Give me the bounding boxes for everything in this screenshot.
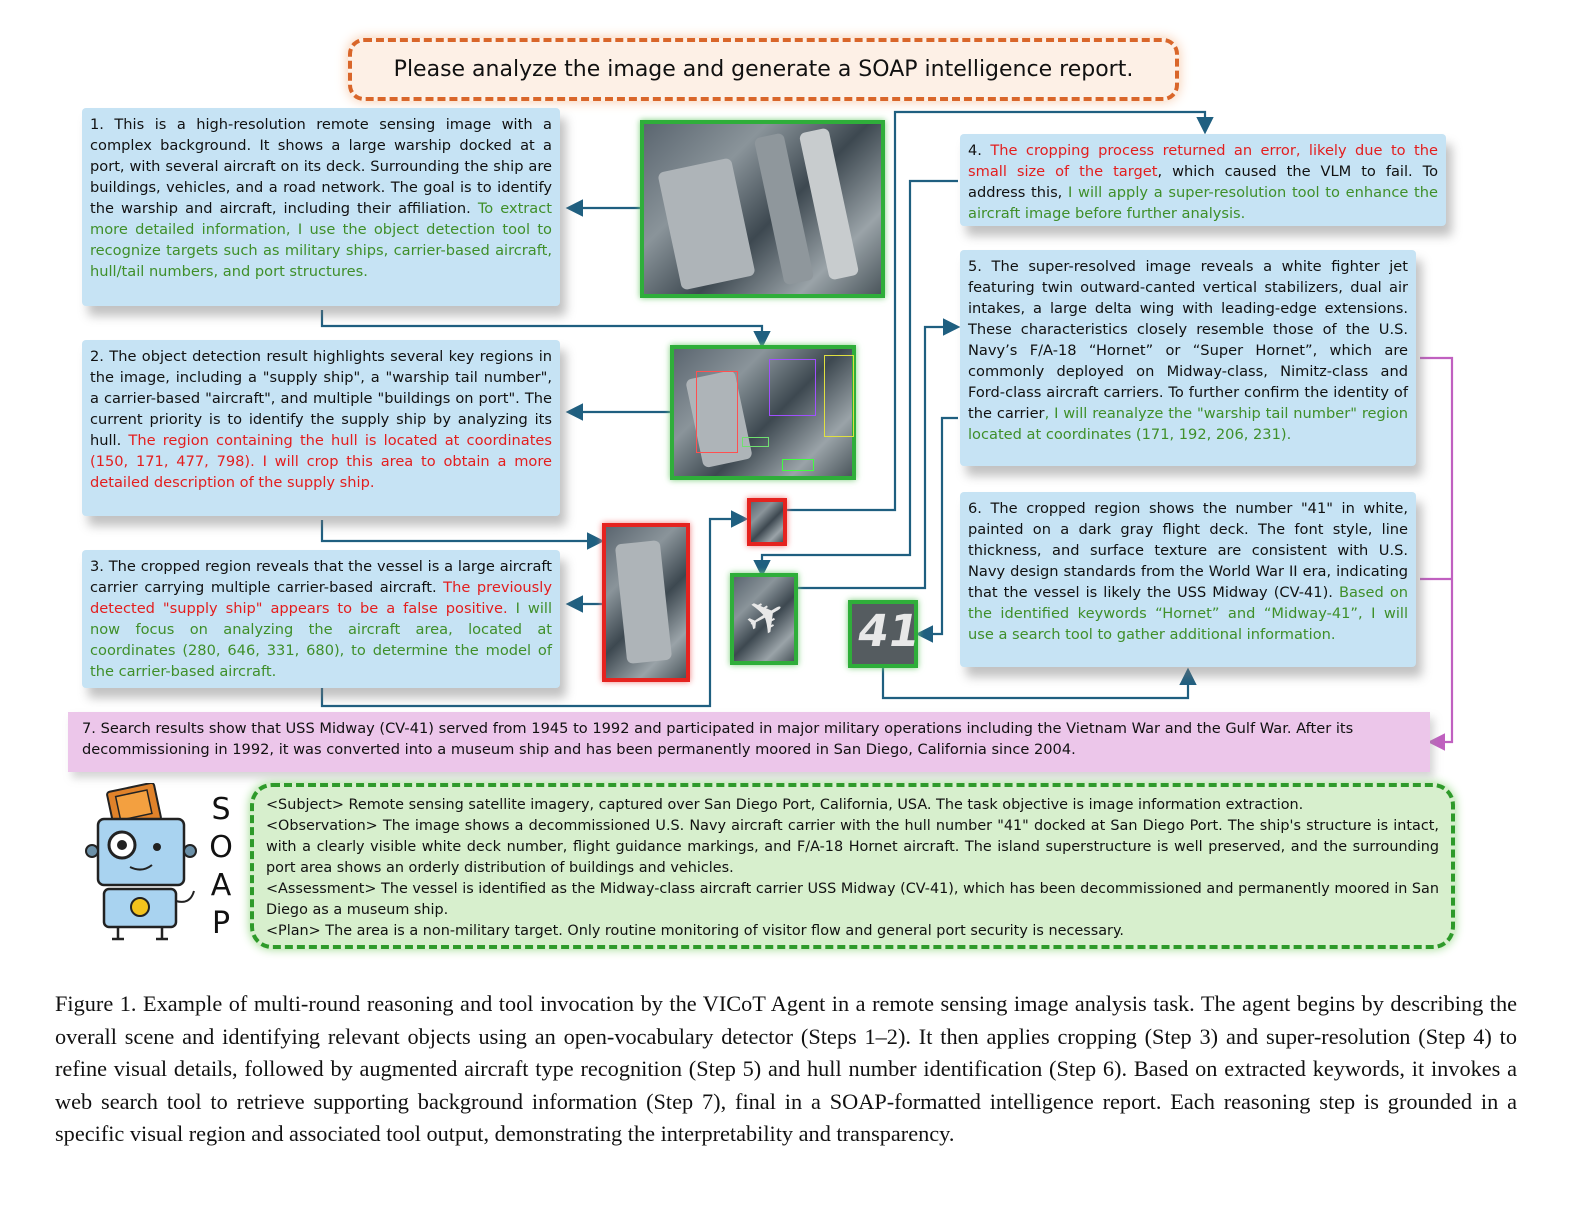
observation-tag: <Observation> [266, 818, 378, 834]
tail-number-image [848, 600, 924, 668]
tail-number-text: 41 [853, 606, 924, 657]
robot-mascot-icon [82, 783, 212, 943]
step-5-action: , I will reanalyze the "warship tail number" region located at coordinates (171, 192, 206, 231). [968, 405, 1408, 443]
subject-tag: <Subject> [266, 797, 344, 813]
step-6-box [960, 492, 1416, 667]
arrow-step1-to-img2 [322, 310, 762, 344]
step-5-box [960, 250, 1416, 466]
assessment-tag: <Assessment> [266, 881, 377, 897]
step-7-box [68, 712, 1430, 772]
soap-letter-s: S [211, 792, 231, 827]
detection-result-image [670, 345, 856, 480]
step-1-action: To extract more detailed information, I use the object detection tool to recognize targets such as military ships, carrier-based aircraft, hull/tail numbers, and port structures. [90, 200, 552, 280]
step-2-text: 2. The object detection result highlights several key regions in the image, including a "supply ship", a "warship tail number", a carrier-based "aircraft", and multiple "buildings on port". The current priority is to identify the supply ship by analyzing its hull. [90, 348, 552, 449]
soap-letter-a: A [210, 868, 232, 903]
step-5-text: 5. The super-resolved image reveals a white fighter jet featuring twin outward-canted vertical stabilizers, dual air intakes, a large delta wing with leading-edge extensions. These characteristics closely resemble those of the U.S. Navy’s F/A-18 “Hornet” or “Super Hornet”, which are commonly deployed on Midway-class, Nimitz-class and Ford-class aircraft carriers. To further confirm the identity of the carrier [968, 258, 1408, 422]
step-4-error: The cropping process returned an error, likely due to the small size of the target [968, 142, 1438, 180]
arrow-tailnumber-to-step6 [883, 668, 1188, 698]
step-3-error: The previously detected "supply ship" appears to be a false positive. [90, 579, 552, 617]
cropped-ship-image [602, 523, 690, 682]
step-6-text: 6. The cropped region shows the number "41" in white, painted on a dark gray flight deck. The font style, line thickness, and surface texture are consistent with U.S. Navy design standards from the World War II era, indicating that the vessel is likely the USS Midway (CV-41). [968, 500, 1408, 601]
plan-tag: <Plan> [266, 923, 321, 939]
step-4-box [960, 134, 1446, 226]
arrow-step2-to-img3 [322, 520, 600, 541]
step-4-action: I will apply a super-resolution tool to enhance the aircraft image before further analysis. [968, 184, 1438, 222]
satellite-image-original [640, 120, 885, 298]
step-6-action: Based on the identified keywords “Hornet” and “Midway-41”, I will use a search tool to gather additional information. [968, 584, 1408, 643]
fighter-jet-icon: ✈ [734, 582, 798, 652]
super-resolved-aircraft-image [730, 573, 798, 665]
soap-plan [266, 921, 1439, 942]
step-4-num: 4. [968, 142, 991, 159]
cropped-aircraft-small-image [747, 498, 787, 546]
soap-subject [266, 795, 1439, 816]
step-3-box [82, 550, 560, 688]
soap-report-box [250, 783, 1455, 949]
bracket-step5-step6-to-step7 [1420, 358, 1452, 742]
step-3-action: I will now focus on analyzing the aircraft area, located at coordinates (280, 646, 331, 680), to determine the model of the carrier-based aircraft. [90, 600, 553, 680]
plan-text: The area is a non-military target. Only routine monitoring of visitor flow and general port security is necessary. [320, 923, 1124, 939]
step-2-box [82, 340, 560, 516]
step-4-text: , which caused the VLM to fail. To address this, [968, 163, 1438, 201]
step-3-text: 3. The cropped region reveals that the vessel is a large aircraft carrier carrying multiple carrier-based aircraft. [90, 558, 552, 596]
assessment-text: The vessel is identified as the Midway-class aircraft carrier USS Midway (CV-41), which has been decommissioned and permanently moored in San Diego as a museum ship. [266, 881, 1439, 918]
step-1-box [82, 108, 560, 306]
step-2-action: The region containing the hull is located at coordinates (150, 171, 477, 798). I will crop this area to obtain a more detailed description of the supply ship. [90, 432, 552, 491]
subject-text: Remote sensing satellite imagery, captured over San Diego Port, California, USA. The task objective is image information extraction. [343, 797, 1304, 813]
prompt-text: Please analyze the image and generate a SOAP intelligence report. [393, 57, 1134, 82]
soap-letter-o: O [209, 830, 233, 865]
soap-observation [266, 816, 1439, 879]
soap-assessment [266, 879, 1439, 921]
step-1-text: 1. This is a high-resolution remote sensing image with a complex background. It shows a large warship docked at a port, with several aircraft on its deck. Surrounding the ship are buildings, vehicles, and a road network. The goal is to identify the warship and aircraft, including their affiliation. [90, 116, 552, 217]
figure-caption: Figure 1. Example of multi-round reasoning and tool invocation by the VICoT Agent in a remote sensing image analysis task. The agent begins by describing the overall scene and identifying relevant objects using an open-vocabulary detector (Steps 1–2). It then applies cropping (Step 3) and super-resolution (Step 4) to refine visual details, followed by augmented aircraft type recognition (Step 5) and hull number identification (Step 6). Based on extracted keywords, it invokes a web search tool to retrieve supporting background information (Step 7), final in a SOAP-formatted intelligence report. Each reasoning step is grounded in a specific visual region and associated tool output, demonstrating the interpretability and transparency. [55, 991, 1517, 1147]
observation-text: The image shows a decommissioned U.S. Navy aircraft carrier with the hull number "41" docked at San Diego Port. The ship's structure is intact, with a clearly visible white deck number, flight guidance markings, and F/A-18 Hornet aircraft. The island superstructure is well preserved, and the surrounding port area shows an orderly distribution of buildings and vehicles. [266, 818, 1439, 876]
step-7-text: 7. Search results show that USS Midway (CV-41) served from 1945 to 1992 and participated in major military operations including the Vietnam War and the Gulf War. After its decommissioning in 1992, it was converted into a museum ship and has been permanently moored in San Diego, California since 2004. [82, 720, 1354, 758]
soap-letter-p: P [211, 906, 231, 941]
